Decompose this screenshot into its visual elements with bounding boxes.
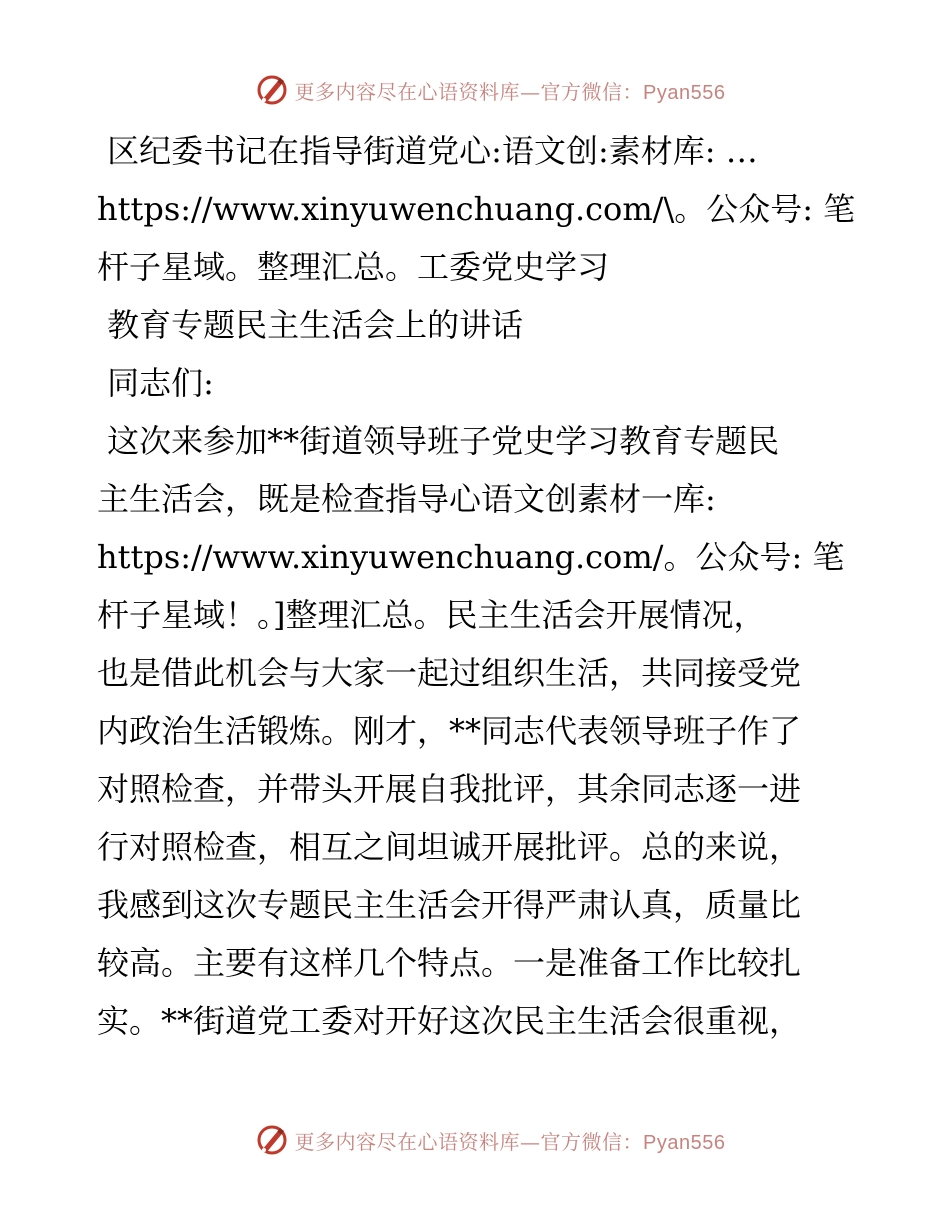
body-line: 区纪委书记在指导街道党心:语文创:素材库: … [97, 132, 758, 170]
body-line: 我感到这次专题民主生活会开得严肃认真，质量比 [97, 886, 802, 924]
body-line: https://www.xinyuwenchuang.com/。公众号: 笔 [97, 538, 845, 576]
footer-banner-inner [255, 1123, 726, 1157]
document-body [97, 122, 857, 1050]
body-line: 实。**街道党工委对开好这次民主生活会很重视， [97, 1002, 802, 1040]
footer-banner [0, 1120, 950, 1160]
body-line: 也是借此机会与大家一起过组织生活，共同接受党 [97, 654, 802, 692]
header-banner-text [295, 76, 726, 105]
body-line: 行对照检查，相互之间坦诚开展批评。总的来说， [97, 828, 802, 866]
body-line: 杆子星域！。]整理汇总。民主生活会开展情况， [97, 596, 766, 634]
body-line: 对照检查，并带头开展自我批评，其余同志逐一进 [97, 770, 802, 808]
body-line: 主生活会，既是检查指导心语文创素材一库: [97, 480, 716, 518]
body-line: 这次来参加**街道领导班子党史学习教育专题民 [97, 422, 780, 460]
footer-banner-text [295, 1126, 726, 1155]
header-banner-wechat: Pyan556 [643, 81, 726, 104]
header-banner-inner [255, 73, 726, 107]
header-banner-label: 更多内容尽在心语资料库—官方微信： [294, 79, 644, 104]
footer-banner-label: 更多内容尽在心语资料库—官方微信： [294, 1129, 644, 1154]
body-line: 同志们: [97, 364, 214, 402]
pen-logo-icon [255, 1123, 289, 1157]
body-line: 教育专题民主生活会上的讲话 [97, 306, 524, 344]
footer-banner-wechat: Pyan556 [643, 1131, 726, 1154]
body-line: 内政治生活锻炼。刚才，**同志代表领导班子作了 [97, 712, 802, 750]
body-line: https://www.xinyuwenchuang.com/\。公众号: 笔 [97, 190, 856, 228]
pen-logo-icon [255, 73, 289, 107]
body-line: 杆子星域。整理汇总。工委党史学习 [97, 248, 610, 286]
header-banner [0, 70, 950, 110]
body-line: 较高。主要有这样几个特点。一是准备工作比较扎 [97, 944, 802, 982]
